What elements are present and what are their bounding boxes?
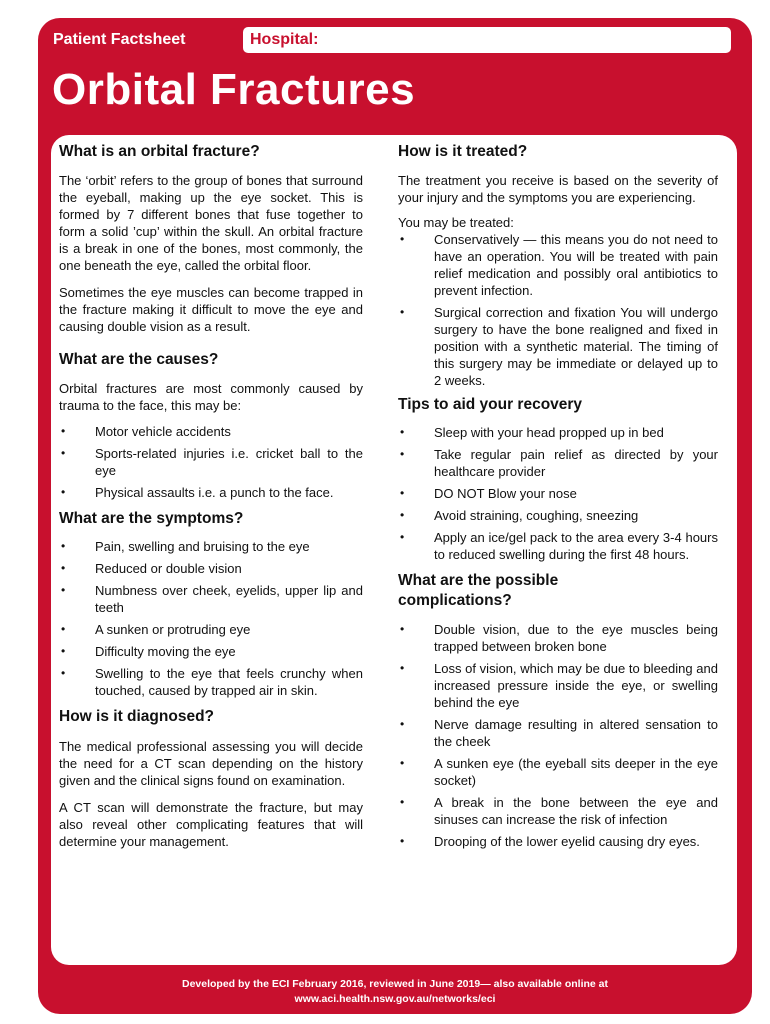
heading-complications: What are the possible complications? [398, 572, 559, 610]
list-item: • Avoid straining, coughing, sneezing [398, 507, 718, 524]
left-column [59, 142, 363, 850]
causes-intro: Orbital fractures are most commonly caused by trauma to the face, this may be: [59, 381, 363, 414]
list-item: • Take regular pain relief as directed by your healthcare provider [398, 446, 718, 480]
list-item: • Loss of vision, which may be due to bleeding and increased pressure inside the eye, or swelling behind the eye [398, 660, 718, 711]
footer-text: Developed by the ECI February 2016, reviewed in June 2019— also available online at [181, 978, 608, 990]
list-item: • Reduced or double vision [59, 560, 363, 577]
treated-paragraph: The treatment you receive is based on the severity of your injury and the symptoms you are experiencing. [398, 173, 718, 206]
content-panel [51, 135, 737, 965]
treatment-list [398, 231, 718, 389]
page-title: Orbital Fractures [52, 65, 416, 114]
list-item: • Motor vehicle accidents [59, 423, 363, 440]
hospital-label: Hospital: [250, 31, 319, 48]
list-item: • Apply an ice/gel pack to the area every 3-4 hours to reduced swelling during the first 48 hours. [398, 529, 718, 563]
heading-causes: What are the causes? [59, 351, 219, 369]
complications-list [398, 621, 718, 850]
causes-list [59, 423, 363, 501]
list-item: • Sleep with your head propped up in bed [398, 424, 718, 441]
list-item: • DO NOT Blow your nose [398, 485, 718, 502]
list-item: • Physical assaults i.e. a punch to the face. [59, 484, 363, 501]
what-paragraph-1: The ‘orbit’ refers to the group of bones that surround the eyeball, making up the eye socket. This is formed by 7 different bones that fuse together to form a solid ’cup’ within the skull. An orbital fracture is a break in one of the bones, most commonly, the one beneath the eye, called the orbital floor. [59, 173, 363, 274]
diagnosed-paragraph-1: The medical professional assessing you will decide the need for a CT scan depending on the history given and the clinical signs found on examination. [59, 738, 363, 788]
heading-diagnosed: How is it diagnosed? [59, 708, 215, 726]
right-column [398, 142, 718, 850]
diagnosed-paragraph-2: A CT scan will demonstrate the fracture, but may also reveal other complicating features that will determine your management. [59, 799, 363, 849]
list-item: • Drooping of the lower eyelid causing dry eyes. [398, 833, 718, 850]
list-item: • Pain, swelling and bruising to the eye [59, 538, 363, 555]
what-paragraph-2: Sometimes the eye muscles can become trapped in the fracture making it difficult to move the eye and causing double vision as a result. [59, 285, 363, 335]
footer [38, 977, 752, 1007]
list-item: • A sunken eye (the eyeball sits deeper in the eye socket) [398, 755, 718, 789]
list-item: • A sunken or protruding eye [59, 621, 363, 638]
list-item: • Double vision, due to the eye muscles being trapped between broken bone [398, 621, 718, 655]
symptoms-list [59, 538, 363, 699]
list-item: • Surgical correction and fixation You will undergo surgery to have the bone realigned and fixed in position with a synthetic material. The timing of this surgery may be immediate or delayed up to 2 weeks. [398, 304, 718, 389]
tips-list [398, 424, 718, 563]
list-item: • Nerve damage resulting in altered sensation to the cheek [398, 716, 718, 750]
list-item: • Sports-related injuries i.e. cricket ball to the eye [59, 445, 363, 479]
heading-symptoms: What are the symptoms? [59, 510, 244, 528]
heading-what: What is an orbital fracture? [59, 143, 260, 160]
heading-treated: How is it treated? [398, 143, 528, 160]
list-item: • Difficulty moving the eye [59, 643, 363, 660]
footer-link[interactable]: www.aci.health.nsw.gov.au/networks/eci [294, 993, 496, 1005]
list-item: • Swelling to the eye that feels crunchy when touched, caused by trapped air in skin. [59, 665, 363, 699]
list-item: • A break in the bone between the eye and sinuses can increase the risk of infection [398, 794, 718, 828]
heading-tips: Tips to aid your recovery [398, 396, 583, 414]
factsheet-label: Patient Factsheet [53, 31, 186, 48]
list-item: • Conservatively — this means you do not need to have an operation. You will be treated with pain relief medication and possibly oral antibiotics to prevent infection. [398, 231, 718, 299]
list-item: • Numbness over cheek, eyelids, upper lip and teeth [59, 582, 363, 616]
treated-intro: You may be treated: [398, 215, 514, 231]
hospital-field[interactable] [243, 27, 731, 53]
